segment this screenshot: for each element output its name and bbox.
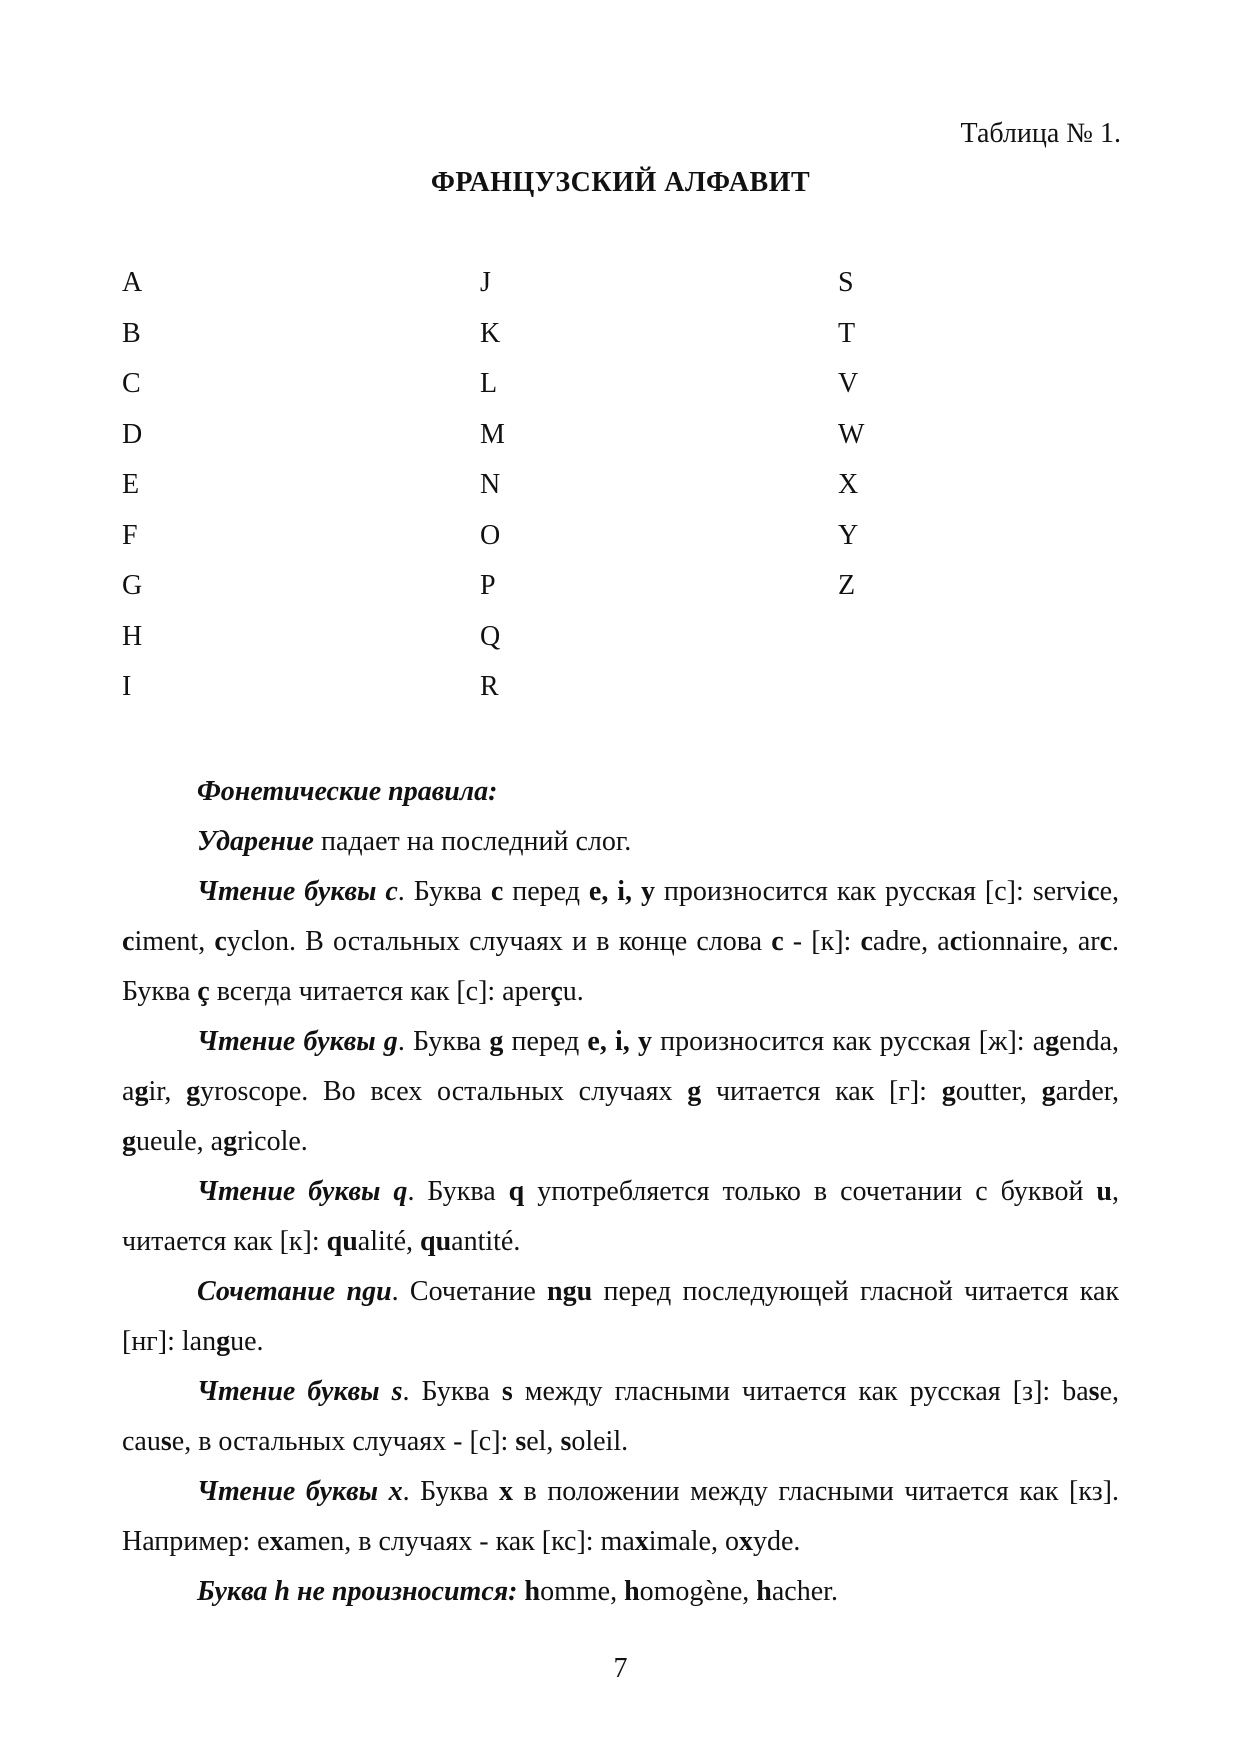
rule-text: употребляется только в сочетании с буквой	[524, 1176, 1097, 1207]
alphabet-letter: A	[122, 267, 143, 298]
rule-text: ue.	[230, 1326, 264, 1357]
rule-text: imale, o	[648, 1526, 739, 1557]
rule-highlight: g	[122, 1126, 136, 1157]
rule-highlight: e, i, y	[587, 1026, 652, 1057]
rule-text: e,	[1099, 876, 1119, 907]
rule-highlight: h	[756, 1576, 772, 1607]
rule-text: omme,	[540, 1576, 625, 1607]
rules-heading: Фонетические правила:	[197, 776, 498, 807]
rule-text: читается как [г]:	[701, 1076, 942, 1107]
rule-text: adre, a	[872, 926, 950, 957]
alphabet-letter: Y	[838, 519, 859, 551]
rule-text: outter,	[955, 1076, 1042, 1107]
rule-letter-h	[122, 1567, 1119, 1617]
rule-text: ueule, a	[136, 1126, 224, 1157]
alphabet-letter: D	[122, 418, 143, 450]
alphabet-letter: P	[480, 570, 496, 601]
rule-term: Чтение буквы s	[197, 1376, 403, 1407]
rule-highlight: c	[490, 876, 504, 907]
rule-highlight: ç	[197, 976, 210, 1007]
rule-highlight: c	[122, 926, 135, 957]
rule-text: yde.	[752, 1526, 801, 1557]
alphabet-letter: O	[480, 519, 501, 551]
rule-term: Чтение буквы c	[197, 876, 398, 907]
rule-text: перед	[503, 1026, 588, 1057]
alphabet-column-1	[122, 268, 142, 723]
rule-highlight: ngu	[547, 1276, 593, 1307]
rule-text: . Буква	[397, 1026, 490, 1057]
rules-heading-paragraph	[122, 767, 1119, 817]
rule-text: yroscope. Во всех остальных случаях	[200, 1076, 688, 1107]
rule-letter-x	[122, 1467, 1119, 1567]
rule-text: . Буква	[407, 1176, 509, 1207]
rule-text: перед последующей гласной читается как [нг]: lan	[122, 1276, 1119, 1357]
rule-highlight: g	[941, 1076, 956, 1107]
rule-text: . Буква	[402, 1376, 502, 1407]
alphabet-letter: J	[480, 267, 491, 298]
rule-highlight: c	[1099, 926, 1113, 957]
rule-highlight: g	[1045, 1026, 1060, 1057]
rule-highlight: g	[186, 1076, 201, 1107]
rule-highlight: s	[1088, 1376, 1100, 1407]
rule-text: e, cau	[122, 1376, 1120, 1457]
rule-highlight: s	[501, 1376, 513, 1407]
rule-text: . Сочетание	[391, 1276, 548, 1307]
alphabet-letter: C	[122, 368, 141, 399]
rule-highlight: c	[949, 926, 963, 957]
rule-highlight: s	[515, 1426, 527, 1457]
alphabet-letter: B	[122, 317, 141, 349]
rule-text: u.	[562, 976, 584, 1007]
rule-highlight: s	[560, 1426, 572, 1457]
rule-text: e, в остальных случаях - [с]:	[171, 1426, 516, 1457]
alphabet-letter: F	[122, 519, 138, 551]
rule-term: Чтение буквы x	[197, 1476, 403, 1507]
alphabet-letter: G	[122, 570, 143, 601]
rule-highlight: qu	[420, 1226, 452, 1257]
alphabet-letter: R	[480, 671, 499, 702]
alphabet-letter: X	[838, 469, 859, 500]
page-title: ФРАНЦУЗСКИЙ АЛФАВИТ	[430, 167, 811, 198]
rule-highlight: x	[738, 1526, 753, 1557]
rule-highlight: q	[508, 1176, 525, 1207]
rule-highlight: c	[771, 926, 784, 957]
rule-highlight: c	[860, 926, 873, 957]
rule-letter-q	[122, 1167, 1119, 1267]
rule-text	[518, 1576, 525, 1607]
alphabet-letter: N	[480, 469, 501, 500]
rule-highlight: x	[498, 1476, 513, 1507]
rule-highlight: x	[269, 1526, 284, 1557]
alphabet-column-2	[480, 268, 505, 723]
alphabet-letter: S	[838, 267, 854, 298]
rule-highlight: g	[1041, 1076, 1056, 1107]
rule-text: alité,	[357, 1226, 420, 1257]
rule-text: antité.	[451, 1226, 521, 1257]
rule-highlight: s	[160, 1426, 172, 1457]
rule-text: iment,	[134, 926, 215, 957]
alphabet-letter: H	[122, 620, 143, 652]
alphabet-letter: W	[838, 418, 865, 450]
rule-highlight: g	[216, 1326, 231, 1357]
alphabet-letter: Q	[480, 620, 501, 652]
rule-highlight: c	[1087, 876, 1100, 907]
rule-text: - [к]:	[783, 926, 861, 957]
rule-highlight: u	[1096, 1176, 1112, 1207]
rule-text: tionnaire, ar	[962, 926, 1100, 957]
rule-text: произносится как русская [ж]: a	[651, 1026, 1046, 1057]
rule-text: yclon. В остальных случаях и в конце слова	[226, 926, 772, 957]
rule-text: enda, a	[122, 1026, 1119, 1107]
alphabet-letter: L	[480, 368, 498, 399]
rule-highlight: g	[489, 1026, 504, 1057]
alphabet-letter: M	[480, 418, 505, 450]
rule-highlight: x	[634, 1526, 649, 1557]
rule-letter-g	[122, 1017, 1119, 1167]
rule-term: Буква h не произносится:	[197, 1576, 518, 1607]
alphabet-letter: K	[480, 317, 501, 349]
rule-highlight: h	[624, 1576, 640, 1607]
rule-combination-ngu	[122, 1267, 1119, 1367]
rule-text: ir,	[148, 1076, 187, 1107]
rule-text: . Буква	[122, 926, 1120, 1007]
rule-highlight: c	[214, 926, 227, 957]
rule-letter-s	[122, 1367, 1119, 1467]
table-label: Таблица № 1.	[960, 118, 1121, 149]
rule-term: Ударение	[197, 826, 314, 857]
rule-term: Чтение буквы g	[197, 1026, 398, 1057]
rule-highlight: qu	[326, 1226, 358, 1257]
rule-term: Сочетание ngu	[197, 1276, 392, 1307]
rule-text: . Буква	[397, 876, 491, 907]
rule-text: arder,	[1055, 1076, 1120, 1107]
rule-highlight: ç	[550, 976, 563, 1007]
rule-text: между гласными читается как русская [з]: ba	[512, 1376, 1089, 1407]
rule-highlight: g	[134, 1076, 149, 1107]
rule-text: падает на последний слог.	[313, 826, 632, 857]
rule-letter-c	[122, 867, 1119, 1017]
alphabet-letter: I	[122, 671, 132, 702]
rule-text: , читается как [к]:	[122, 1176, 1119, 1257]
rule-text: omogène,	[639, 1576, 757, 1607]
rule-text: amen, в случаях - как [кс]: ma	[283, 1526, 635, 1557]
rule-highlight: g	[223, 1126, 238, 1157]
rule-text: перед	[503, 876, 589, 907]
alphabet-letter: Z	[838, 570, 856, 601]
rule-text: всегда читается как [с]: aper	[209, 976, 551, 1007]
alphabet-letter: E	[122, 469, 140, 500]
rule-text: ricole.	[237, 1126, 308, 1157]
rule-highlight: g	[687, 1076, 702, 1107]
rule-text: oleil.	[571, 1426, 629, 1457]
alphabet-column-3	[838, 268, 864, 622]
rule-text: в положении между гласными читается как [кз]. Например: e	[122, 1476, 1119, 1557]
rule-term: Чтение буквы q	[197, 1176, 408, 1207]
rule-highlight: h	[524, 1576, 541, 1607]
rule-highlight: e, i, y	[588, 876, 655, 907]
phonetic-rules	[122, 767, 1119, 1617]
rule-text: . Буква	[402, 1476, 499, 1507]
page-number: 7	[613, 1653, 628, 1684]
rule-text: el,	[526, 1426, 561, 1457]
alphabet-letter: V	[838, 368, 859, 399]
rule-stress	[122, 817, 1119, 867]
alphabet-letter: T	[838, 317, 856, 349]
rule-text: произносится как русская [с]: servi	[655, 876, 1088, 907]
rule-text: acher.	[771, 1576, 838, 1607]
